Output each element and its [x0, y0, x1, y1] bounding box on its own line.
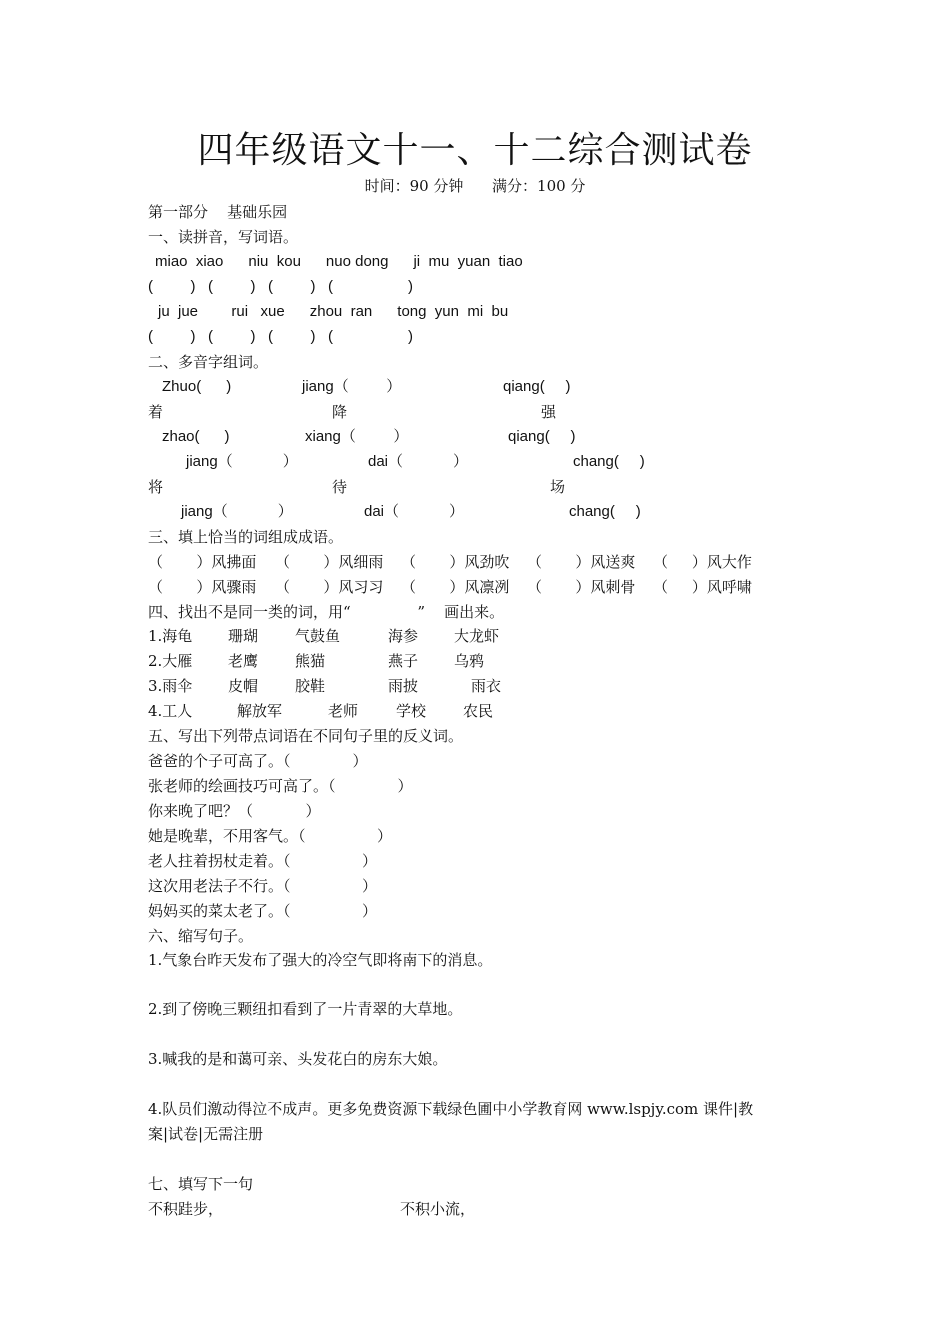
q2-character: 将 — [148, 478, 164, 496]
idiom-item: （ ）风劲吹 — [401, 553, 510, 571]
q5-heading: 五、写出下列带点词语在不同句子里的反义词。 — [148, 727, 464, 745]
condense-sentence: 案|试卷|无需注册 — [148, 1125, 264, 1143]
condense-sentence: 3.喊我的是和蔼可亲、头发花白的房东大娘。 — [148, 1050, 448, 1068]
antonym-line: 老人拄着拐杖走着。（ ） — [148, 852, 378, 870]
page-title: 四年级语文十一、十二综合测试卷 — [197, 130, 753, 171]
q2-pinyin-blank: Zhuo( ) — [162, 378, 232, 395]
condense-sentence: 1.气象台昨天发布了强大的冷空气即将南下的消息。 — [148, 951, 493, 969]
word-item: 解放军 — [237, 702, 283, 720]
q2-character: 降 — [332, 403, 348, 421]
word-item: 熊猫 — [295, 652, 326, 670]
word-item: 老鹰 — [228, 652, 259, 670]
q7-heading: 七、填写下一句 — [148, 1175, 254, 1193]
antonym-line: 妈妈买的菜太老了。（ ） — [148, 902, 378, 920]
word-item: 乌鸦 — [454, 652, 485, 670]
q1-heading: 一、读拼音，写词语。 — [148, 228, 299, 246]
idiom-item: （ ）风刺骨 — [527, 578, 636, 596]
word-item: 老师 — [328, 702, 359, 720]
q2-pinyin-blank: jiang（ ） — [186, 453, 298, 470]
idiom-item: （ ）风习习 — [275, 578, 384, 596]
condense-sentence: 4.队员们激动得泣不成声。更多免费资源下载绿色圃中小学教育网 www.lspjy.com 课件|教 — [148, 1100, 754, 1118]
q2-character: 着 — [148, 403, 164, 421]
word-item: 1.海龟 — [148, 627, 193, 645]
part-one-heading: 第一部分 基础乐园 — [148, 203, 288, 221]
q2-character: 待 — [332, 478, 348, 496]
word-item: 海参 — [388, 627, 419, 645]
word-item: 2.大雁 — [148, 652, 193, 670]
word-item: 雨衣 — [471, 677, 502, 695]
word-item: 学校 — [396, 702, 427, 720]
idiom-item: （ ）风送爽 — [527, 553, 636, 571]
word-item: 珊瑚 — [228, 627, 259, 645]
idiom-item: （ ）风拂面 — [148, 553, 257, 571]
q1-pinyin-row: ju jue rui xue zhou ran tong yun mi bu — [158, 303, 509, 320]
q2-pinyin-blank: zhao( ) — [162, 428, 230, 445]
word-item: 雨披 — [388, 677, 419, 695]
q1-blank-row: ( ) ( ) ( ) ( ) — [148, 328, 414, 345]
q2-pinyin-blank: dai（ ） — [368, 453, 469, 470]
q3-heading: 三、填上恰当的词组成成语。 — [148, 528, 344, 546]
q2-pinyin-blank: xiang（ ） — [305, 428, 409, 445]
q1-blank-row: ( ) ( ) ( ) ( ) — [148, 278, 414, 295]
q2-character: 场 — [550, 478, 566, 496]
q4-heading: 四、找出不是同一类的词，用“ ” 画出来。 — [148, 603, 505, 621]
idiom-item: （ ）风呼啸 — [653, 578, 752, 596]
exam-time-score: 时间：90 分钟 满分：100 分 — [364, 177, 586, 195]
q2-pinyin-blank: qiang( ) — [503, 378, 571, 395]
word-item: 3.雨伞 — [148, 677, 193, 695]
word-item: 农民 — [463, 702, 494, 720]
antonym-line: 爸爸的个子可高了。（ ） — [148, 752, 368, 770]
q1-pinyin-row: miao xiao niu kou nuo dong ji mu yuan tiao — [155, 253, 523, 270]
q2-heading: 二、多音字组词。 — [148, 353, 269, 371]
antonym-line: 你来晚了吧？（ ） — [148, 802, 321, 820]
word-item: 大龙虾 — [454, 627, 500, 645]
antonym-line: 张老师的绘画技巧可高了。（ ） — [148, 777, 413, 795]
q6-heading: 六、缩写句子。 — [148, 927, 254, 945]
word-item: 燕子 — [388, 652, 419, 670]
q2-character: 强 — [541, 403, 557, 421]
q2-pinyin-blank: jiang（ ） — [302, 378, 402, 395]
word-item: 4.工人 — [148, 702, 193, 720]
q2-pinyin-blank: jiang（ ） — [181, 503, 293, 520]
q2-pinyin-blank: dai（ ） — [364, 503, 465, 520]
q2-pinyin-blank: qiang( ) — [508, 428, 576, 445]
idiom-item: （ ）风骤雨 — [148, 578, 257, 596]
proverb-start: 不积跬步， — [148, 1200, 224, 1218]
word-item: 气鼓鱼 — [295, 627, 341, 645]
word-item: 皮帽 — [228, 677, 259, 695]
q2-pinyin-blank: chang( ) — [569, 503, 641, 520]
idiom-item: （ ）风凛冽 — [401, 578, 510, 596]
q2-pinyin-blank: chang( ) — [573, 453, 645, 470]
antonym-line: 这次用老法子不行。（ ） — [148, 877, 378, 895]
word-item: 胶鞋 — [295, 677, 326, 695]
proverb-start: 不积小流， — [400, 1200, 476, 1218]
antonym-line: 她是晚辈，不用客气。（ ） — [148, 827, 393, 845]
idiom-item: （ ）风细雨 — [275, 553, 384, 571]
condense-sentence: 2.到了傍晚三颗纽扣看到了一片青翠的大草地。 — [148, 1000, 463, 1018]
idiom-item: （ ）风大作 — [653, 553, 752, 571]
